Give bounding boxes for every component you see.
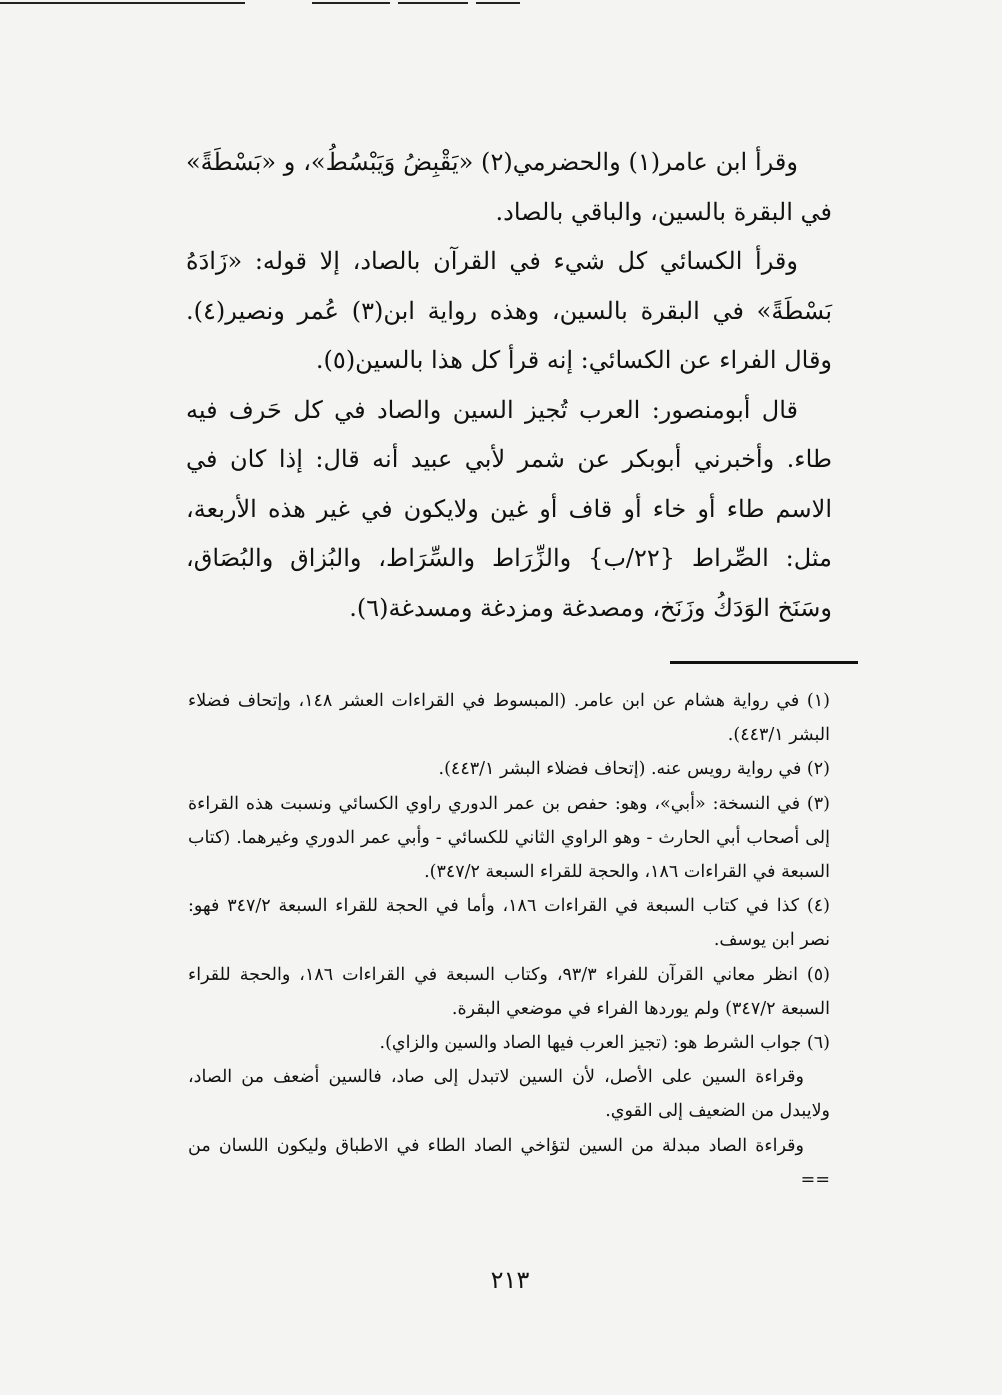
- footnote: (٢) في رواية رويس عنه. (إتحاف فضلاء البشر ٤٤٣/١).: [438, 759, 830, 780]
- top-rule: [0, 2, 245, 4]
- footnotes: [188, 684, 830, 1197]
- footnote: (٦) جواب الشرط هو: (تجيز العرب فيها الصاد والسين والزاي).: [379, 1033, 830, 1054]
- footnote-continuation: وقراءة الصاد مبدلة من السين لتؤاخي الصاد الطاء في الاطباق وليكون اللسان من ==: [188, 1135, 830, 1190]
- footnote-continuation: وقراءة السين على الأصل، لأن السين لاتبدل إلى صاد، فالسين أضعف من الصاد، ولايبدل من الضعيف إلى القوي.: [188, 1067, 830, 1122]
- footnote: (٥) انظر معاني القرآن للفراء ٩٣/٣، وكتاب السبعة في القراءات ١٨٦، والحجة للقراء السبعة ٣٤٧/٢) ولم يوردها الفراء في موضعي البقرة.: [188, 964, 830, 1019]
- footnote: (٣) في النسخة: «أبي»، وهو: حفص بن عمر الدوري راوي الكسائي ونسبت هذه القراءة إلى أصحاب أبي الحارث - وهو الراوي الثاني للكسائي - وأبي عمر الدوري وغيرهما. (كتاب السبعة في القراءات ١٨٦، والحجة للقراء السبعة ٣٤٧/٢).: [188, 793, 830, 883]
- footnote: (١) في رواية هشام عن ابن عامر. (المبسوط في القراءات العشر ١٤٨، وإتحاف فضلاء البشر ٤٤٣/١).: [188, 691, 830, 746]
- top-rule: [398, 2, 468, 4]
- main-paragraph: وقرأ ابن عامر(١) والحضرمي(٢) «يَقْبِضُ وَيَبْسُطُ»، و «بَسْطَةً» في البقرة بالسين، والباقي بالصاد.: [186, 148, 832, 226]
- main-paragraph: قال أبومنصور: العرب تُجيز السين والصاد في كل حَرف فيه طاء. وأخبرني أبوبكر عن شمر لأبي عبيد أنه قال: إذا كان في الاسم طاء أو خاء أو قاف أو غين ولايكون في غير هذه الأربعة، مثل: الصِّراط {٢٢/ب} والزِّرَاط والسِّرَاط، والبُزاق والبُصَاق، وسَنَخ الوَدَكُ وزَنَخ، ومصدغة ومزدغة ومسدغة(٦).: [186, 395, 832, 622]
- top-rule: [476, 2, 520, 4]
- footnote-separator: [670, 661, 858, 664]
- page-number: ٢١٣: [490, 1266, 530, 1294]
- footnote: (٤) كذا في كتاب السبعة في القراءات ١٨٦، وأما في الحجة للقراء السبعة ٣٤٧/٢ فهو: نصر ابن يوسف.: [188, 896, 830, 951]
- top-rule: [312, 2, 390, 4]
- main-paragraph: وقرأ الكسائي كل شيء في القرآن بالصاد، إلا قوله: «زَادَهُ بَسْطَةً» في البقرة بالسين، وهذه رواية ابن(٣) عُمر ونصير(٤). وقال الفراء عن الكسائي: إنه قرأ كل هذا بالسين(٥).: [186, 247, 832, 374]
- main-text: [186, 138, 832, 633]
